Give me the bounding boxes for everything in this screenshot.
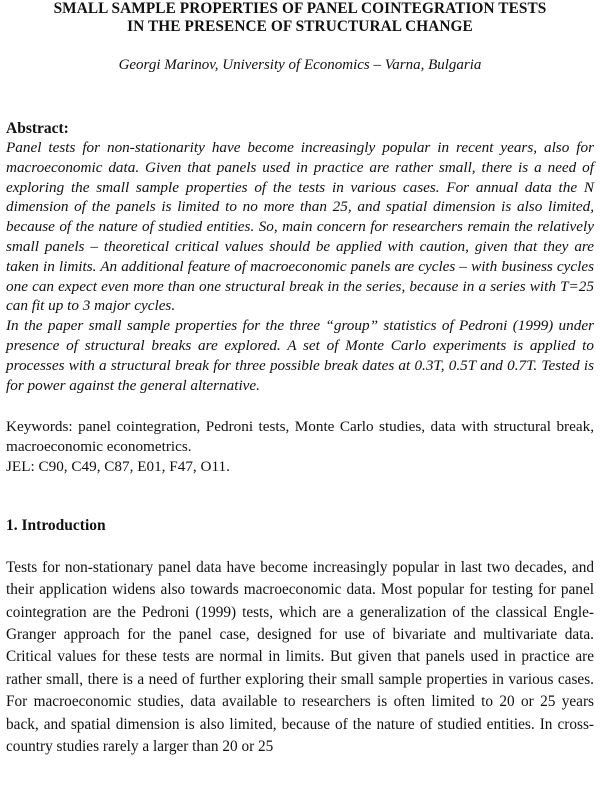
abstract-paragraph-2: In the paper small sample properties for the three “group” statistics of Pedroni (1999) under presence of structural breaks are explored. A set of Monte Carlo experiments is applied to processes with a structural break for three possible break dates at 0.3T, 0.5T and 0.7T. Tested is for power against the general alternative. [6,317,594,394]
introduction-paragraph-1: Tests for non-stationary panel data have become increasingly popular in last two decades, and their application widens also towards macroeconomic data. Most popular for testing for panel cointegration are the Pedroni (1999) tests, which are a generalization of the classical Engle-Granger approach for the panel case, designed for use of bivariate and multivariate data. Critical values for these tests are normal in limits. But given that panels used in practice are rather small, there is a need of further exploring their small sample properties in various cases. For macroeconomic studies, data available to researchers is often limited to 20 or 25 years back, and spatial dimension is also limited, because of the nature of studied entities. In cross-country studies rarely a larger than 20 or 25 [6,558,594,755]
paper-title-line-2: IN THE PRESENCE OF STRUCTURAL CHANGE [127,18,473,35]
author-affiliation: Georgi Marinov, University of Economics – Varna, Bulgaria [118,57,482,73]
keywords-line: Keywords: panel cointegration, Pedroni tests, Monte Carlo studies, data with structural break, macroeconomic econometrics. [6,418,594,456]
abstract-paragraph-1: Panel tests for non-stationarity have become increasingly popular in recent years, also for macroeconomic data. Given that panels used in practice are rather small, there is a need of exploring the small sample properties of the tests in various cases. For annual data the N dimension of the panels is limited to no more than 25, and spatial dimension is also limited, because of the nature of studied entities. So, main concern for researchers remain the relatively small panels – theoretical critical values should be applied with caution, given that they are taken in limits. An additional feature of macroeconomic panels are cycles – with business cycles one can expect even more than one structural break in the series, because in a series with T=25 can fit up to 3 major cycles. [6,139,594,315]
keywords-block [6,417,594,476]
paper-title [6,0,594,36]
introduction-body [6,557,594,759]
jel-codes-line: JEL: C90, C49, C87, E01, F47, O11. [6,457,230,475]
abstract-heading: Abstract: [6,120,69,137]
paper-title-line-1: SMALL SAMPLE PROPERTIES OF PANEL COINTEGRATION TESTS [53,0,547,17]
abstract-body [6,138,594,395]
introduction-heading: 1. Introduction [6,516,106,534]
